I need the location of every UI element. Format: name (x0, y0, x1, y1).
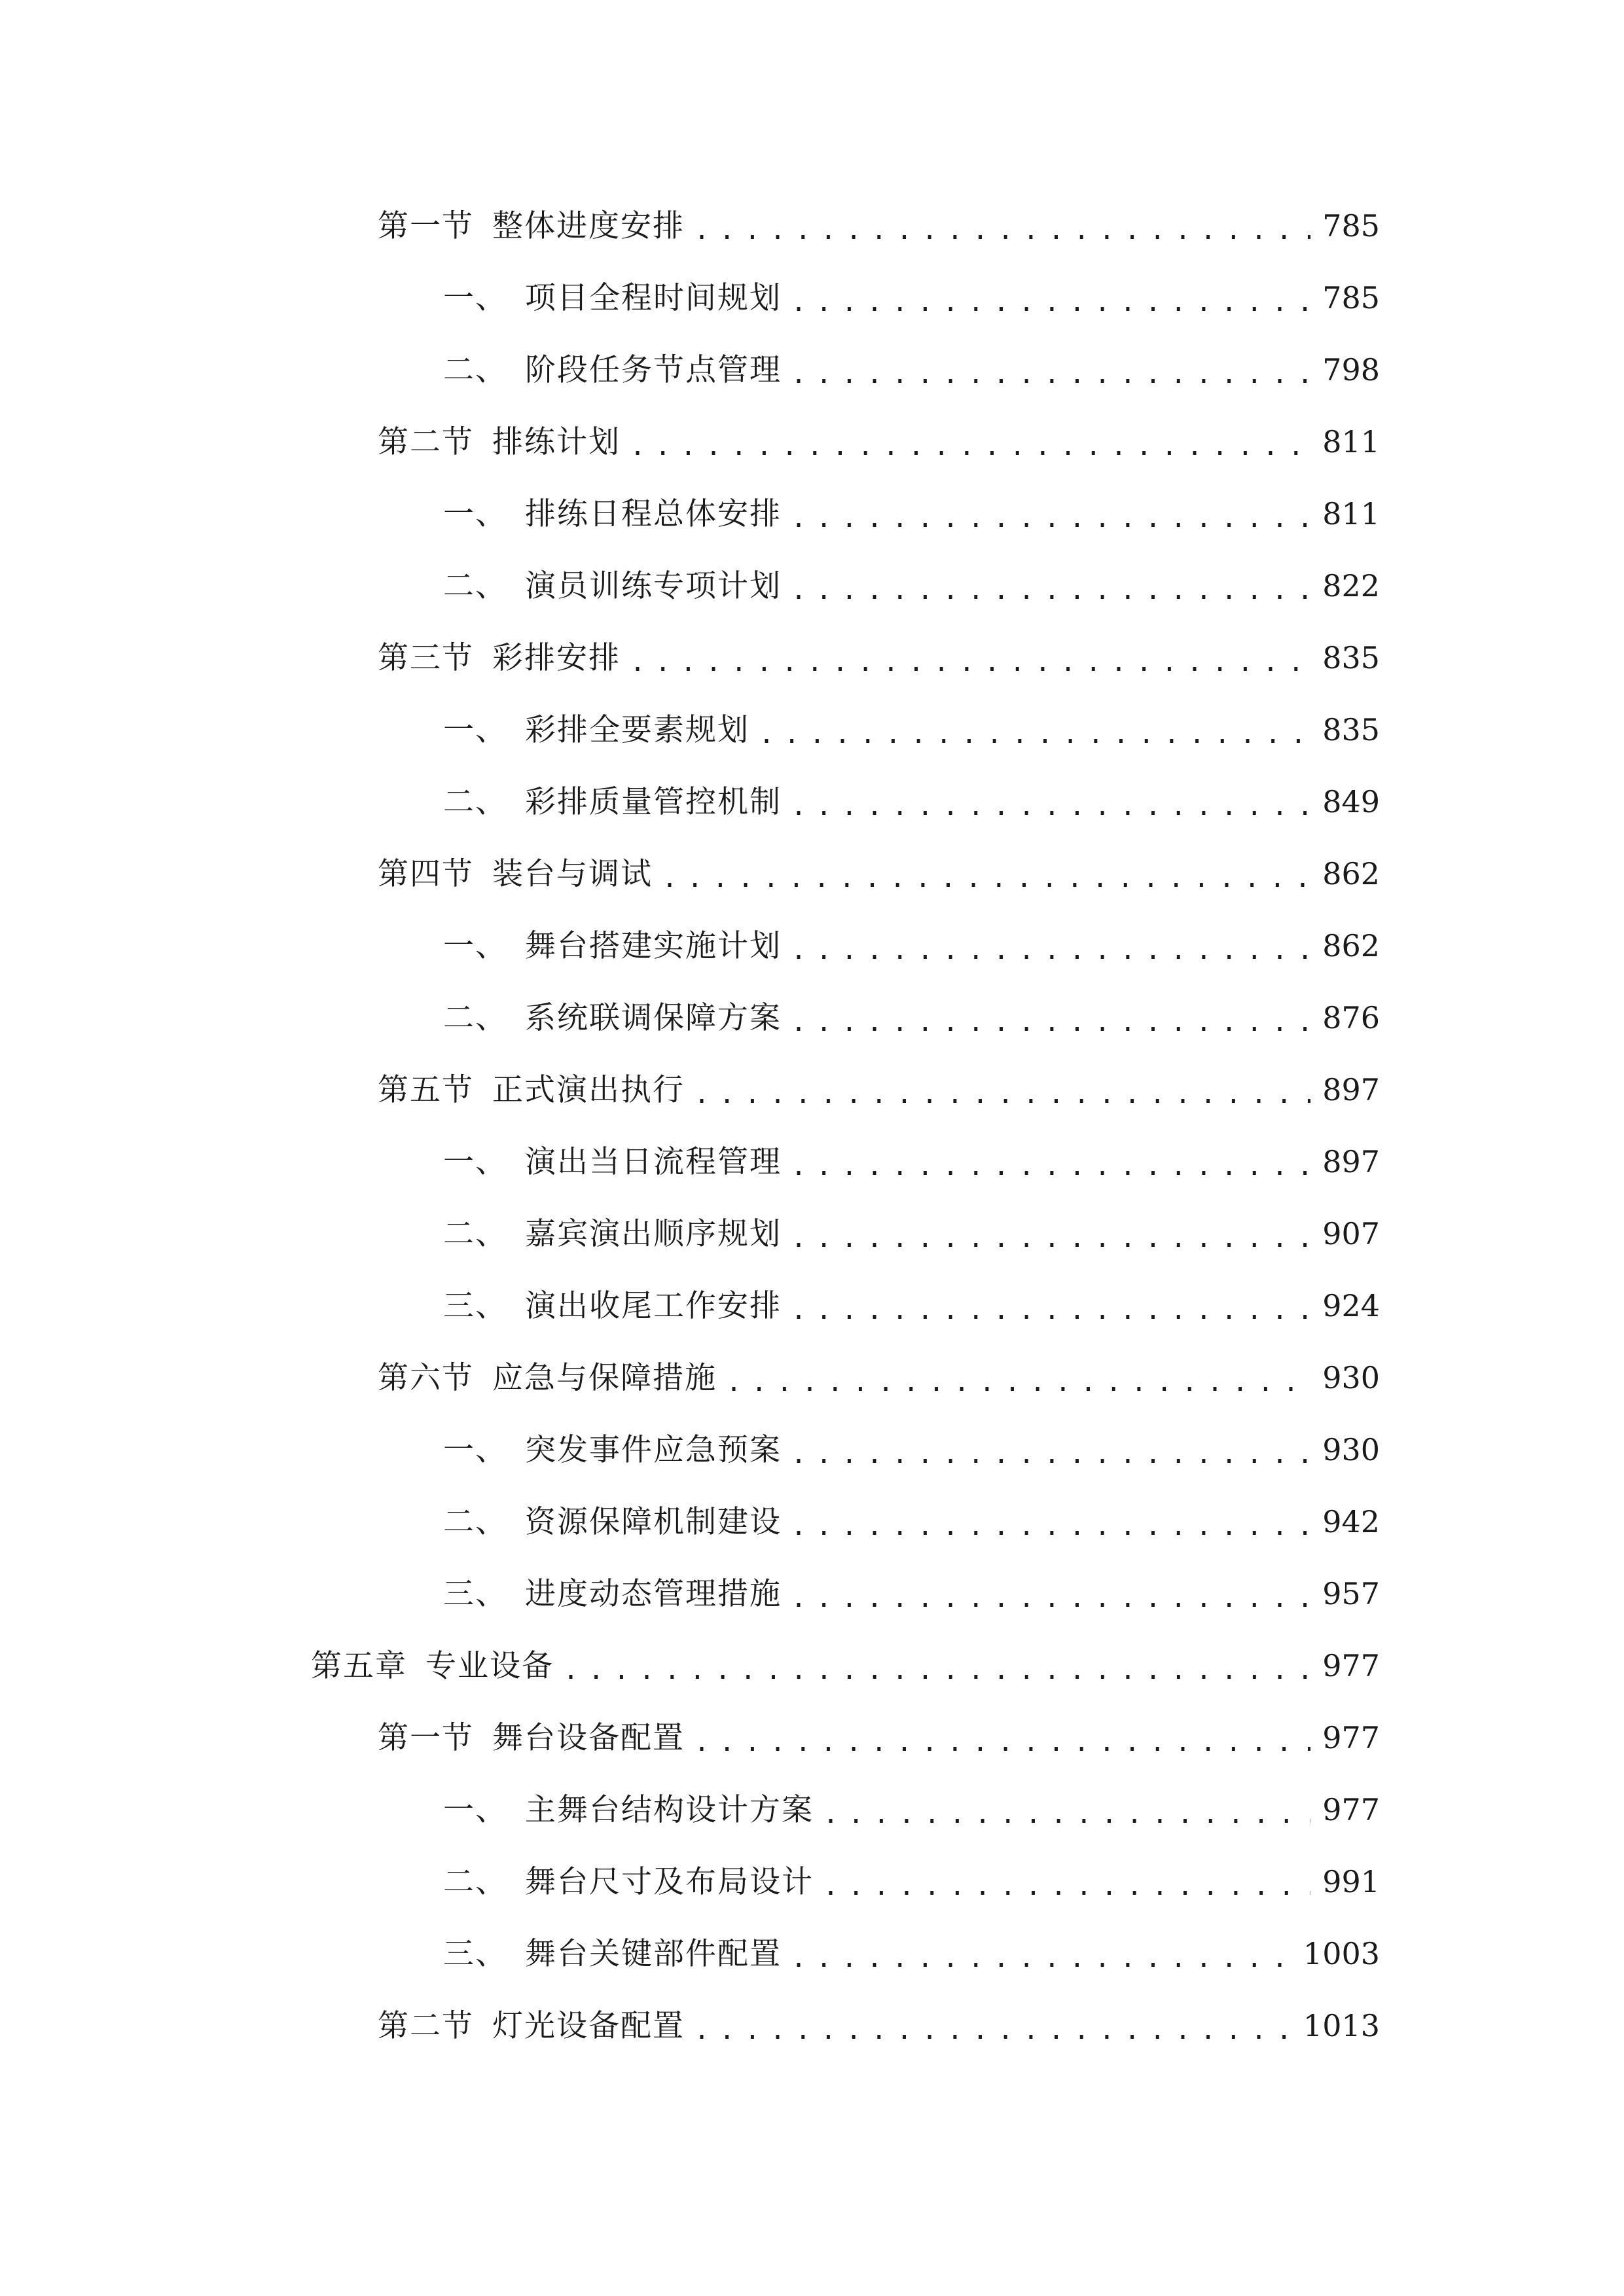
dot-leader (791, 1297, 1310, 1342)
toc-entry-title: 彩排全要素规划 (525, 711, 749, 748)
toc-entry-prefix: 三、 (443, 1287, 507, 1324)
toc-page-number: 835 (1322, 640, 1380, 675)
dot-leader (791, 1945, 1291, 1990)
toc-page-number: 942 (1322, 1504, 1380, 1539)
toc-entry-title: 彩排安排 (492, 639, 621, 676)
dot-leader (630, 433, 1310, 478)
toc-page-number: 862 (1322, 928, 1380, 963)
toc-page-number: 977 (1322, 1792, 1380, 1827)
toc-entry-title: 排练计划 (492, 423, 621, 460)
toc-entry-label (443, 567, 782, 604)
dot-leader (759, 721, 1310, 766)
toc-entry-title: 灯光设备配置 (492, 2007, 685, 2044)
toc-entry-item[interactable] (0, 1558, 1380, 1630)
toc-entry-item[interactable] (0, 262, 1380, 334)
toc-entry-label (443, 1215, 782, 1252)
toc-entry-title: 应急与保障措施 (492, 1359, 717, 1396)
toc-entry-section[interactable] (0, 622, 1380, 694)
toc-entry-prefix: 一、 (443, 495, 507, 532)
toc-entry-prefix: 第三节 (378, 639, 474, 676)
toc-entry-label (378, 1359, 717, 1396)
toc-entry-prefix: 二、 (443, 1503, 507, 1540)
toc-entry-item[interactable] (0, 766, 1380, 838)
toc-entry-title: 装台与调试 (492, 855, 653, 892)
toc-entry-prefix: 第二节 (378, 423, 474, 460)
toc-entry-title: 演员训练专项计划 (525, 567, 782, 604)
toc-entry-prefix: 一、 (443, 711, 507, 748)
toc-entry-item[interactable] (0, 334, 1380, 406)
toc-entry-prefix: 第一节 (378, 1719, 474, 1756)
dot-leader (791, 361, 1310, 406)
toc-entry-label (311, 1647, 554, 1684)
toc-entry-section[interactable] (0, 1702, 1380, 1774)
toc-page-number: 897 (1322, 1072, 1380, 1107)
dot-leader (823, 1801, 1310, 1846)
toc-entry-prefix: 一、 (443, 927, 507, 964)
toc-entry-item[interactable] (0, 694, 1380, 766)
toc-entry-title: 项目全程时间规划 (525, 279, 782, 316)
toc-page-number: 930 (1322, 1432, 1380, 1467)
toc-page-number: 991 (1322, 1864, 1380, 1899)
toc-page-number: 907 (1322, 1216, 1380, 1251)
toc-entry-title: 彩排质量管控机制 (525, 783, 782, 820)
toc-entry-title: 舞台尺寸及布局设计 (525, 1863, 814, 1900)
dot-leader (694, 1081, 1310, 1126)
toc-entry-prefix: 一、 (443, 279, 507, 316)
toc-entry-item[interactable] (0, 982, 1380, 1054)
toc-page-number: 930 (1322, 1360, 1380, 1395)
dot-leader (791, 1225, 1310, 1270)
toc-entry-chapter[interactable] (0, 1630, 1380, 1702)
dot-leader (791, 289, 1310, 334)
toc-entry-label (443, 711, 749, 748)
toc-entry-prefix: 三、 (443, 1575, 507, 1612)
toc-entry-label (443, 279, 782, 316)
toc-page-number: 785 (1322, 208, 1380, 243)
toc-page-number: 822 (1322, 568, 1380, 603)
toc-entry-title: 排练日程总体安排 (525, 495, 782, 532)
dot-leader (791, 577, 1310, 622)
toc-entry-label (378, 2007, 685, 2044)
toc-entry-label (443, 1791, 814, 1828)
toc-entry-label (443, 1287, 782, 1324)
toc-entry-title: 整体进度安排 (492, 207, 685, 244)
toc-page-number: 977 (1322, 1720, 1380, 1755)
toc-entry-section[interactable] (0, 1990, 1380, 2062)
toc-entry-item[interactable] (0, 1126, 1380, 1198)
toc-entry-label (378, 423, 621, 460)
toc-entry-title: 演出当日流程管理 (525, 1143, 782, 1180)
toc-entry-item[interactable] (0, 478, 1380, 550)
toc-entry-item[interactable] (0, 550, 1380, 622)
toc-entry-prefix: 一、 (443, 1431, 507, 1468)
toc-entry-title: 舞台设备配置 (492, 1719, 685, 1756)
toc-entry-prefix: 第五节 (378, 1071, 474, 1108)
toc-entry-label (443, 1863, 814, 1900)
toc-entry-prefix: 第四节 (378, 855, 474, 892)
toc-entry-title: 进度动态管理措施 (525, 1575, 782, 1612)
toc-page-number: 811 (1322, 496, 1380, 531)
toc-entry-item[interactable] (0, 1846, 1380, 1918)
toc-page-number: 835 (1322, 712, 1380, 747)
toc-entry-label (443, 1143, 782, 1180)
toc-entry-prefix: 一、 (443, 1143, 507, 1180)
toc-entry-label (443, 495, 782, 532)
toc-entry-prefix: 二、 (443, 999, 507, 1036)
dot-leader (791, 505, 1310, 550)
toc-entry-title: 专业设备 (425, 1647, 554, 1684)
toc-entry-prefix: 二、 (443, 351, 507, 388)
dot-leader (630, 649, 1310, 694)
toc-entry-prefix: 第五章 (311, 1647, 407, 1684)
toc-entry-title: 演出收尾工作安排 (525, 1287, 782, 1324)
toc-page-number: 957 (1322, 1576, 1380, 1611)
toc-entry-prefix: 一、 (443, 1791, 507, 1828)
toc-entry-prefix: 二、 (443, 1215, 507, 1252)
dot-leader (823, 1873, 1310, 1918)
toc-entry-item[interactable] (0, 1774, 1380, 1846)
toc-entry-label (443, 927, 782, 964)
toc-entry-label (443, 1575, 782, 1612)
toc-entry-label (378, 639, 621, 676)
dot-leader (791, 1009, 1310, 1054)
toc-entry-label (443, 1431, 782, 1468)
dot-leader (662, 865, 1310, 910)
toc-entry-prefix: 第六节 (378, 1359, 474, 1396)
toc-entry-title: 舞台关键部件配置 (525, 1935, 782, 1972)
toc-entry-item[interactable] (0, 1918, 1380, 1990)
toc-entry-item[interactable] (0, 910, 1380, 982)
toc-entry-label (378, 1071, 685, 1108)
dot-leader (791, 1153, 1310, 1198)
toc-entry-title: 嘉宾演出顺序规划 (525, 1215, 782, 1252)
toc-page-number: 798 (1322, 352, 1380, 387)
dot-leader (726, 1369, 1310, 1414)
toc-entry-item[interactable] (0, 1270, 1380, 1342)
toc-entry-item[interactable] (0, 1486, 1380, 1558)
toc-page-number: 977 (1322, 1648, 1380, 1683)
toc-entry-label (378, 207, 685, 244)
toc-entry-label (443, 351, 782, 388)
toc-entry-item[interactable] (0, 1198, 1380, 1270)
toc-entry-prefix: 第一节 (378, 207, 474, 244)
dot-leader (694, 217, 1310, 262)
toc-entry-label (378, 855, 653, 892)
toc-entry-item[interactable] (0, 1414, 1380, 1486)
toc-entry-title: 阶段任务节点管理 (525, 351, 782, 388)
dot-leader (791, 1441, 1310, 1486)
toc-page-number: 1003 (1303, 1936, 1380, 1971)
dot-leader (694, 1729, 1310, 1774)
toc-entry-prefix: 二、 (443, 567, 507, 604)
toc-entry-section[interactable] (0, 190, 1380, 262)
toc-entry-prefix: 三、 (443, 1935, 507, 1972)
toc-entry-label (378, 1719, 685, 1756)
toc-entry-prefix: 二、 (443, 783, 507, 820)
toc-entry-label (443, 1503, 782, 1540)
toc-entry-section[interactable] (0, 1054, 1380, 1126)
table-of-contents (0, 190, 1624, 2062)
toc-page-number: 876 (1322, 1000, 1380, 1035)
toc-entry-title: 舞台搭建实施计划 (525, 927, 782, 964)
toc-page-number: 849 (1322, 784, 1380, 819)
toc-entry-prefix: 二、 (443, 1863, 507, 1900)
toc-entry-title: 资源保障机制建设 (525, 1503, 782, 1540)
dot-leader (563, 1657, 1310, 1702)
toc-entry-label (443, 783, 782, 820)
toc-entry-title: 主舞台结构设计方案 (525, 1791, 814, 1828)
toc-entry-prefix: 第二节 (378, 2007, 474, 2044)
dot-leader (694, 2017, 1291, 2062)
toc-page-number: 862 (1322, 856, 1380, 891)
dot-leader (791, 937, 1310, 982)
dot-leader (791, 1585, 1310, 1630)
toc-entry-section[interactable] (0, 406, 1380, 478)
toc-entry-title: 系统联调保障方案 (525, 999, 782, 1036)
toc-entry-label (443, 999, 782, 1036)
toc-page-number: 811 (1322, 424, 1380, 459)
toc-entry-title: 突发事件应急预案 (525, 1431, 782, 1468)
toc-page-number: 924 (1322, 1288, 1380, 1323)
dot-leader (791, 793, 1310, 838)
toc-entry-section[interactable] (0, 838, 1380, 910)
toc-page-number: 785 (1322, 280, 1380, 315)
dot-leader (791, 1513, 1310, 1558)
toc-entry-label (443, 1935, 782, 1972)
toc-entry-title: 正式演出执行 (492, 1071, 685, 1108)
toc-page-number: 1013 (1303, 2008, 1380, 2043)
toc-page-number: 897 (1322, 1144, 1380, 1179)
toc-entry-section[interactable] (0, 1342, 1380, 1414)
